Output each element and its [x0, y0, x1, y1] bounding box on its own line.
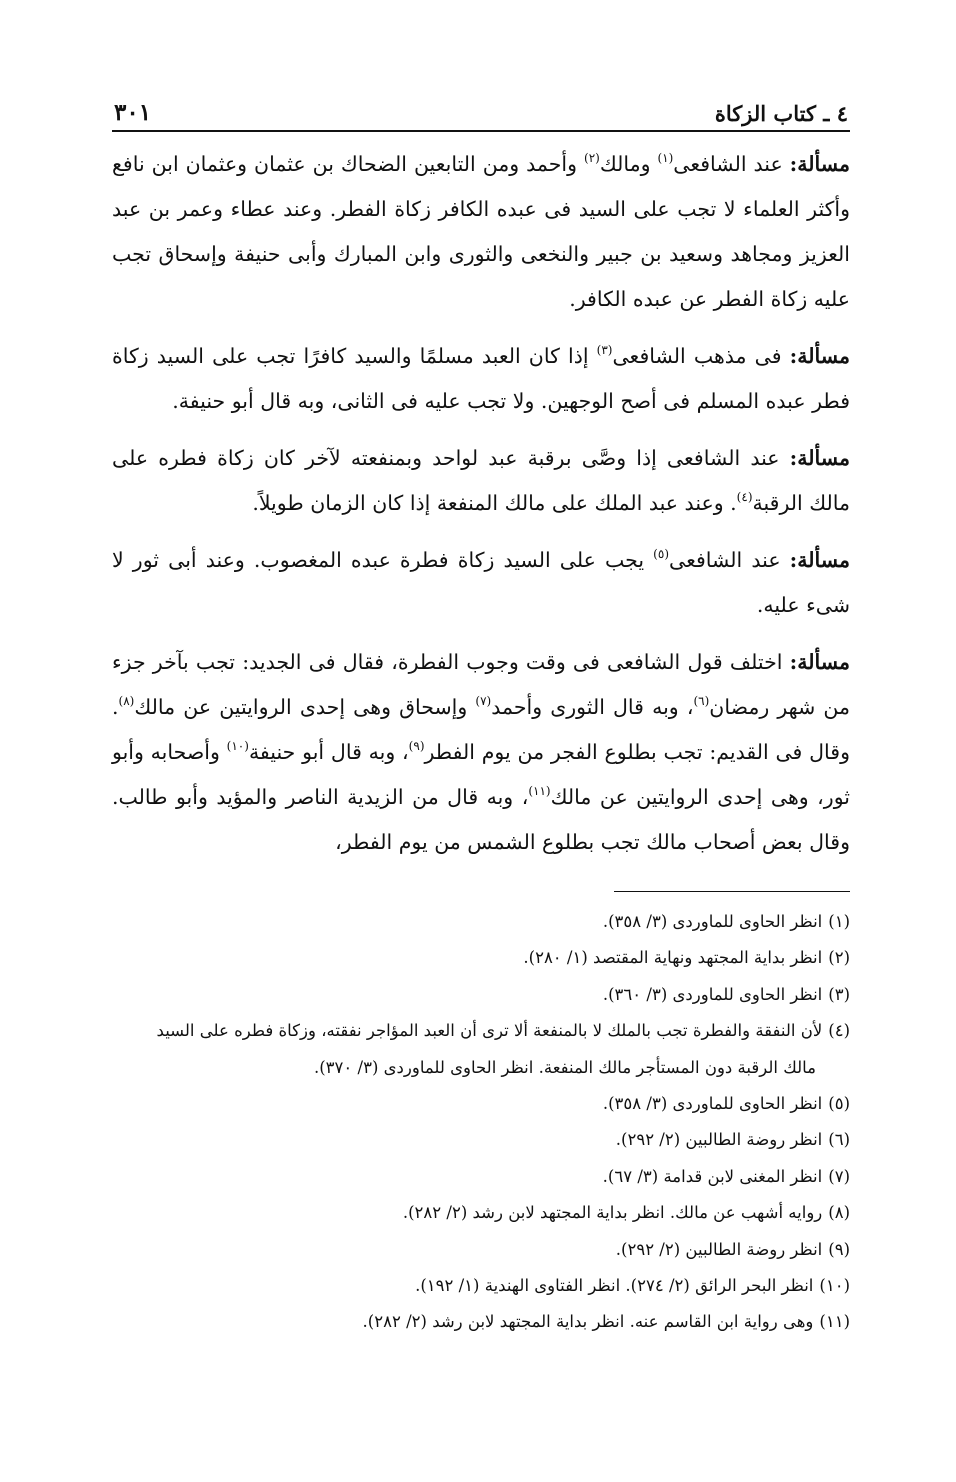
- footnote-number: (٩): [828, 1239, 850, 1259]
- footnote: [112, 1122, 850, 1158]
- footnote-ref: (٤): [736, 490, 753, 504]
- footnote-number: (٧): [828, 1166, 850, 1186]
- footnote-ref: (١): [657, 151, 674, 165]
- footnote-ref: (٣): [596, 343, 613, 357]
- footnote: [112, 940, 850, 976]
- paragraph-text: فى مذهب الشافعى: [612, 344, 790, 368]
- footnote-text: انظر الحاوى للماوردى (٣/ ٣٥٨).: [602, 1094, 823, 1114]
- book-page: [112, 88, 850, 1341]
- paragraph-text: عند الشافعى: [669, 548, 790, 572]
- footnote-number: (١): [828, 912, 850, 931]
- footnote: [112, 1086, 850, 1122]
- paragraph: [112, 142, 850, 322]
- footnote-text: انظر روضة الطالبين (٢/ ٢٩٢).: [615, 1239, 823, 1259]
- footnote-ref: (٧): [475, 694, 492, 708]
- paragraph-text: ، وبه قال أبو حنيفة: [248, 740, 409, 764]
- footnote-number: (٣): [828, 984, 850, 1004]
- footnote-number: (٥): [828, 1094, 850, 1114]
- paragraph-label: مسألة:: [789, 344, 850, 368]
- footnote: [112, 1268, 850, 1304]
- footnote-number: (٤): [828, 1021, 850, 1041]
- paragraph: [112, 334, 850, 424]
- paragraph-text: ومالك: [599, 152, 658, 176]
- footnote-separator: [112, 891, 850, 892]
- footnote-ref: (٢): [584, 151, 600, 165]
- footnote-text: انظر المغنى لابن قدامة (٣/ ٦٧).: [602, 1166, 823, 1186]
- header-rule: [112, 130, 850, 132]
- footnote-text: روايه أشهب عن مالك. انظر بداية المجتهد لابن رشد (٢/ ٢٨٢).: [402, 1203, 823, 1223]
- footnote-number: (٨): [828, 1203, 850, 1223]
- footnote-ref: (٥): [653, 547, 669, 561]
- footnote: [112, 1304, 850, 1340]
- footnote-number: (٢): [828, 948, 850, 968]
- page-header: [112, 88, 850, 126]
- page-number: ٣٠١: [114, 99, 152, 126]
- footnote-text: انظر روضة الطالبين (٢/ ٢٩٢).: [615, 1130, 823, 1150]
- footnote-text: وهى رواية ابن القاسم عنه. انظر بداية المجتهد لابن رشد (٢/ ٢٨٢).: [362, 1312, 814, 1332]
- paragraph-text: وإسحاق وهى إحدى الروايتين عن مالك: [134, 695, 476, 719]
- paragraph-text: . وقال فى القديم: تجب بطلوع الفجر من يوم الفطر: [112, 695, 850, 764]
- paragraph-label: مسألة:: [789, 548, 850, 572]
- footnote: [112, 1159, 850, 1195]
- paragraph: [112, 538, 850, 628]
- footnote-continuation: مالك الرقبة دون المستأجر مالك المنفعة. انظر الحاوى للماوردى (٣/ ٣٧٠).: [313, 1057, 816, 1077]
- footnote-text: انظر البحر الرائق (٢/ ٢٧٤). انظر الفتاوى الهندية (١/ ١٩٢).: [415, 1276, 814, 1296]
- footnote-number: (١١): [819, 1312, 850, 1332]
- footnotes: [112, 904, 850, 1341]
- running-title: ٤ ـ كتاب الزكاة: [714, 101, 848, 126]
- footnote: [112, 904, 850, 940]
- paragraph-text: عند الشافعى إذا وصَّى برقبة عبد لواحد وبمنفعته لآخر كان زكاة فطره على مالك الرقبة: [112, 446, 850, 515]
- paragraph-label: مسألة:: [789, 152, 850, 176]
- main-text: [112, 142, 850, 865]
- footnote-ref: (٦): [693, 694, 710, 708]
- paragraph-text: يجب على السيد زكاة فطرة عبده المغصوب. وعند أبى ثور لا شىء عليه.: [112, 548, 850, 617]
- paragraph-text: إذا كان العبد مسلمًا والسيد كافرًا تجب على السيد زكاة فطر عبده المسلم فى أصح الوجهين. ولا تجب عليه فى الثانى، وبه قال أبو حنيفة.: [112, 344, 850, 413]
- footnote-number: (١٠): [819, 1276, 850, 1296]
- paragraph-label: مسألة:: [789, 650, 850, 674]
- paragraph: [112, 436, 850, 526]
- paragraph-label: مسألة:: [789, 446, 850, 470]
- footnote: [112, 977, 850, 1013]
- footnote-text: انظر الحاوى للماوردى (٣/ ٣٦٠).: [602, 984, 823, 1004]
- footnote: [112, 1232, 850, 1268]
- footnote-text: انظر الحاوى للماوردى (٣/ ٣٥٨).: [602, 912, 823, 931]
- footnote-ref: (٩): [408, 739, 425, 753]
- footnote: [112, 1013, 850, 1049]
- footnote-number: (٦): [828, 1130, 850, 1150]
- footnote: [112, 1195, 850, 1231]
- paragraph: [112, 640, 850, 865]
- paragraph-text: . وعند عبد الملك على مالك المنفعة إذا كان الزمان طويلاً.: [252, 491, 737, 515]
- paragraph-text: ، وبه قال من الزيدية الناصر والمؤيد وأبو طالب. وقال بعض أصحاب مالك تجب بطلوع الشمس من يوم الفطر،: [112, 785, 850, 854]
- paragraph-text: وأصحابه وأبو ثور، وهى إحدى الروايتين عن مالك: [112, 740, 850, 809]
- footnote-ref: (١٠): [226, 739, 249, 753]
- paragraph-text: اختلف قول الشافعى فى وقت وجوب الفطرة، فقال فى الجديد: تجب بآخر جزء من شهر رمضان: [112, 650, 851, 719]
- footnote-ref: (١١): [528, 784, 551, 798]
- paragraph-text: عند الشافعى: [673, 152, 790, 176]
- footnote-text: انظر بداية المجتهد ونهاية المقتصد (١/ ٢٨٠).: [523, 948, 823, 968]
- paragraph-text: وأحمد ومن التابعين الضحاك بن عثمان وعثمان ابن نافع وأكثر العلماء لا تجب على السيد فى عبده الكافر زكاة الفطر. وعند عطاء وعمر بن عبد العزيز ومجاهد وسعيد بن جبير والنخعى والثورى وابن المبارك وأبى حنيفة وإسحاق تجب عليه زكاة الفطر عن عبده الكافر.: [112, 152, 850, 311]
- footnote-text: لأن النفقة والفطرة تجب بالملك لا بالمنفعة ألا ترى أن العبد المؤاجر نفقته، وزكاة فطره على السيد: [156, 1021, 823, 1041]
- paragraph-text: ، وبه قال الثورى وأحمد: [491, 695, 694, 719]
- footnote-ref: (٨): [118, 694, 135, 708]
